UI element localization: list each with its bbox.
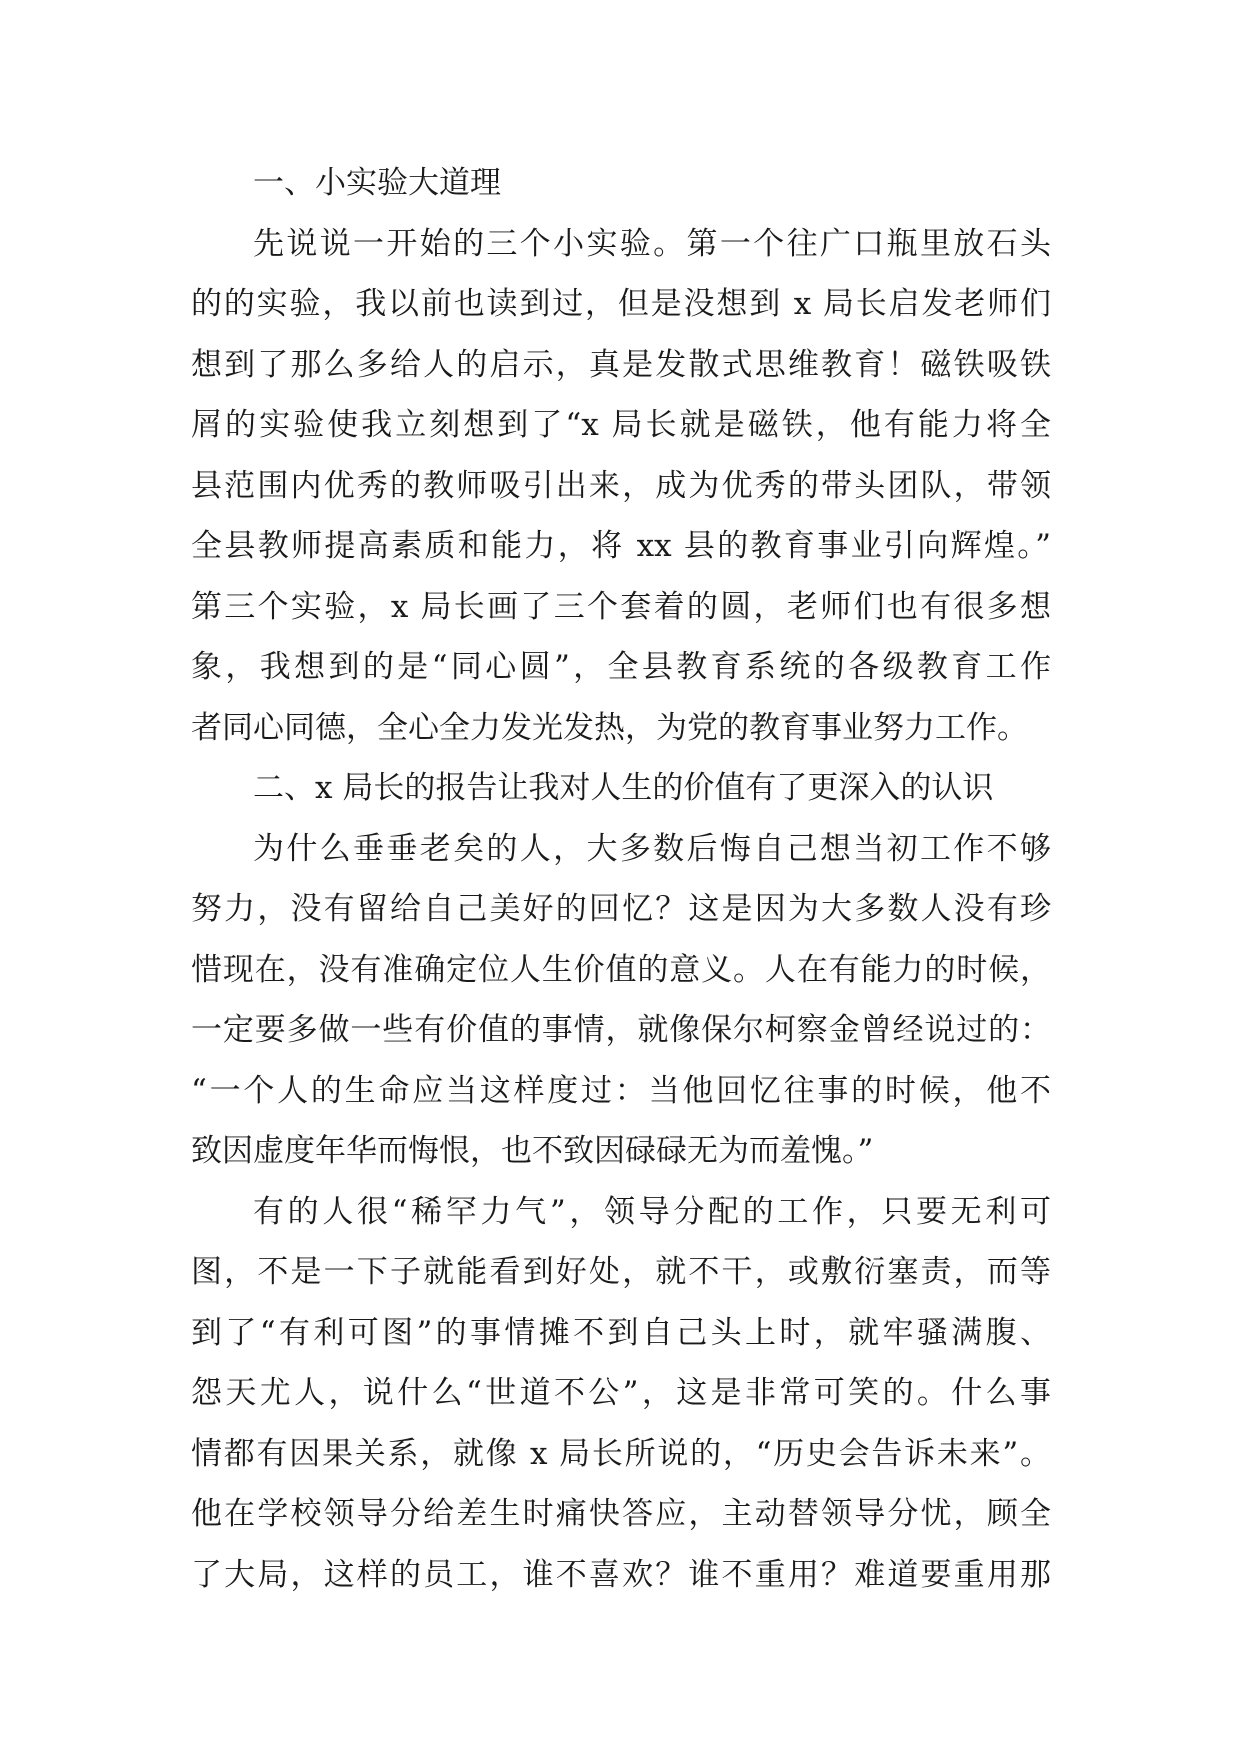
- text-line: 象，我想到的是“同心圆”，全县教育系统的各级教育工作: [191, 649, 1051, 685]
- text-line: 为什么垂垂老矣的人，大多数后悔自己想当初工作不够: [253, 830, 1051, 867]
- text-line: 屑的实验使我立刻想到了“x 局长就是磁铁，他有能力将全: [191, 407, 1051, 443]
- text-line: 全县教师提高素质和能力，将 xx 县的教育事业引向辉煌。”: [191, 528, 1051, 564]
- text-line: 惜现在，没有准确定位人生价值的意义。人在有能力的时候，: [191, 951, 1051, 988]
- text-line: 者同心同德，全心全力发光发热，为党的教育事业努力工作。: [191, 709, 1028, 746]
- text-line: 想到了那么多给人的启示，真是发散式思维教育！磁铁吸铁: [191, 346, 1051, 383]
- text-line: 怨天尤人，说什么“世道不公”，这是非常可笑的。什么事: [191, 1375, 1051, 1411]
- text-line: “一个人的生命应当这样度过：当他回忆往事的时候，他不: [191, 1072, 1051, 1109]
- text-line: 他在学校领导分给差生时痛快答应，主动替领导分忧，顾全: [191, 1496, 1051, 1532]
- text-line: 情都有因果关系，就像 x 局长所说的，“历史会告诉未来”。: [191, 1435, 1051, 1472]
- text-line: 二、x 局长的报告让我对人生的价值有了更深入的认识: [253, 770, 994, 806]
- document-body: [191, 153, 1051, 1605]
- text-line: 一定要多做一些有价值的事情，就像保尔柯察金曾经说过的：: [191, 1012, 1051, 1048]
- text-line: 有的人很“稀罕力气”，领导分配的工作，只要无利可: [253, 1193, 1051, 1230]
- text-line: 到了“有利可图”的事情摊不到自己头上时，就牢骚满腹、: [191, 1314, 1051, 1351]
- text-line: 努力，没有留给自己美好的回忆？这是因为大多数人没有珍: [191, 891, 1051, 927]
- text-line: 图，不是一下子就能看到好处，就不干，或敷衍塞责，而等: [191, 1254, 1051, 1290]
- text-line: 的的实验，我以前也读到过，但是没想到 x 局长启发老师们: [191, 286, 1051, 322]
- text-line: 先说说一开始的三个小实验。第一个往广口瓶里放石头: [253, 225, 1051, 262]
- text-line: 了大局，这样的员工，谁不喜欢？谁不重用？难道要重用那: [191, 1556, 1051, 1593]
- text-line: 县范围内优秀的教师吸引出来，成为优秀的带头团队，带领: [191, 467, 1051, 504]
- text-line: 一、小实验大道理: [253, 165, 501, 201]
- text-line: 第三个实验，x 局长画了三个套着的圆，老师们也有很多想: [191, 588, 1051, 625]
- text-line: 致因虚度年华而悔恨，也不致因碌碌无为而羞愧。”: [191, 1133, 874, 1169]
